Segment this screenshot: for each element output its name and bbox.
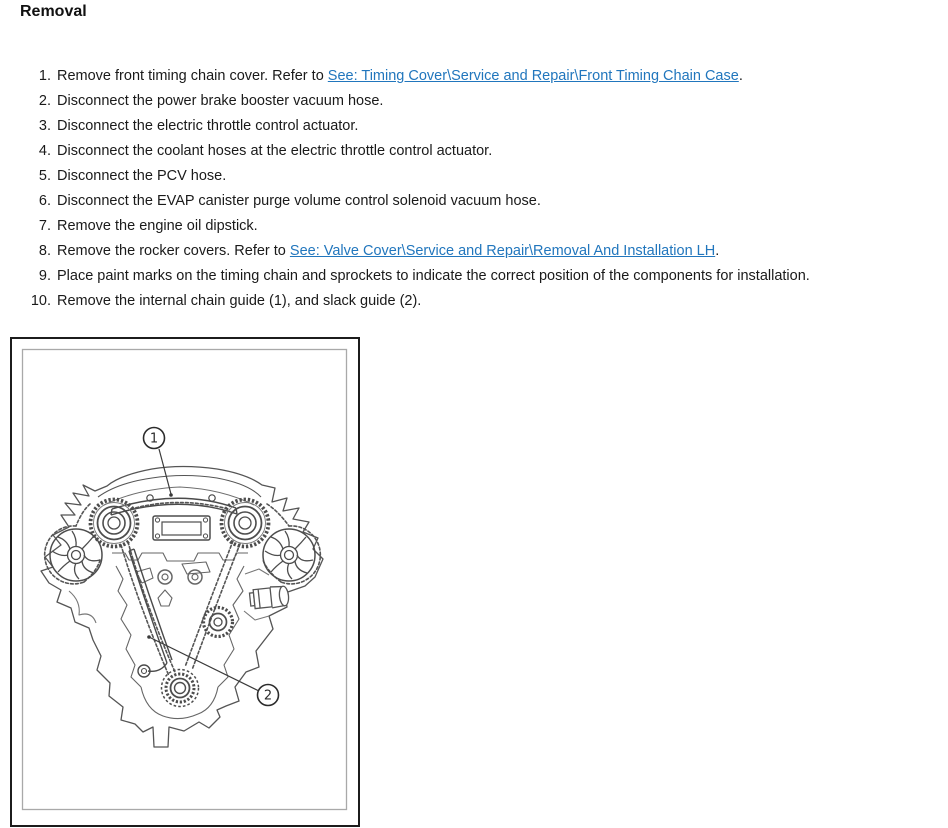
step-text: Place paint marks on the timing chain and sprockets to indicate the correct position of the components for installation. — [57, 268, 810, 284]
reference-link-valve-cover[interactable]: See: Valve Cover\Service and Repair\Removal And Installation LH — [289, 243, 716, 259]
step-item — [0, 114, 946, 139]
step-number: 5. — [38, 168, 51, 184]
step-text: Remove the internal chain guide (1), and slack guide (2). — [57, 293, 422, 309]
timing-chain — [45, 503, 321, 677]
step-item — [0, 139, 946, 164]
step-number: 2. — [38, 93, 51, 109]
step-text: Disconnect the coolant hoses at the electric throttle control actuator. — [57, 143, 493, 159]
step-text: Remove the engine oil dipstick. — [57, 218, 258, 234]
step-number: 7. — [38, 218, 51, 234]
step-number: 8. — [38, 243, 51, 259]
engine-diagram — [12, 339, 358, 825]
step-item — [0, 189, 946, 214]
step-item — [0, 264, 946, 289]
step-text: Remove the rocker covers. Refer to See: Valve Cover\Service and Repair\Removal And Installation LH. — [57, 243, 720, 259]
step-number: 4. — [38, 143, 51, 159]
bolt-plug — [249, 585, 289, 610]
step-text: Disconnect the power brake booster vacuum hose. — [57, 93, 384, 109]
step-item — [0, 64, 946, 89]
step-number: 3. — [38, 118, 51, 134]
step-item — [0, 89, 946, 114]
crank-sprocket — [162, 670, 199, 707]
step-text: Remove front timing chain cover. Refer to See: Timing Cover\Service and Repair\Front Timing Chain Case. — [57, 68, 743, 84]
step-text: Disconnect the EVAP canister purge volume control solenoid vacuum hose. — [57, 193, 541, 209]
step-item — [0, 214, 946, 239]
step-number: 9. — [38, 268, 51, 284]
figure-frame — [10, 337, 360, 827]
center-plate — [153, 516, 210, 540]
step-item — [0, 239, 946, 264]
idler-sprocket — [204, 608, 233, 637]
procedure-list — [0, 64, 946, 314]
left-vvt-pulley — [50, 529, 102, 581]
callout-1 — [144, 428, 173, 497]
step-number: 6. — [38, 193, 51, 209]
step-item — [0, 289, 946, 314]
section-heading: Removal — [20, 3, 87, 20]
step-text: Disconnect the electric throttle control actuator. — [57, 118, 359, 134]
right-vvt-pulley — [263, 529, 315, 581]
step-number: 1. — [38, 68, 51, 84]
reference-link-timing-cover[interactable]: See: Timing Cover\Service and Repair\Front Timing Chain Case — [327, 68, 739, 84]
step-text: Disconnect the PCV hose. — [57, 168, 227, 184]
callout-2-label: 2 — [263, 688, 273, 704]
engine-interior-details — [69, 553, 269, 719]
step-number: 10. — [30, 293, 51, 309]
step-item — [0, 164, 946, 189]
right-cam-sprocket — [222, 500, 269, 547]
callout-1-label: 1 — [149, 431, 159, 447]
